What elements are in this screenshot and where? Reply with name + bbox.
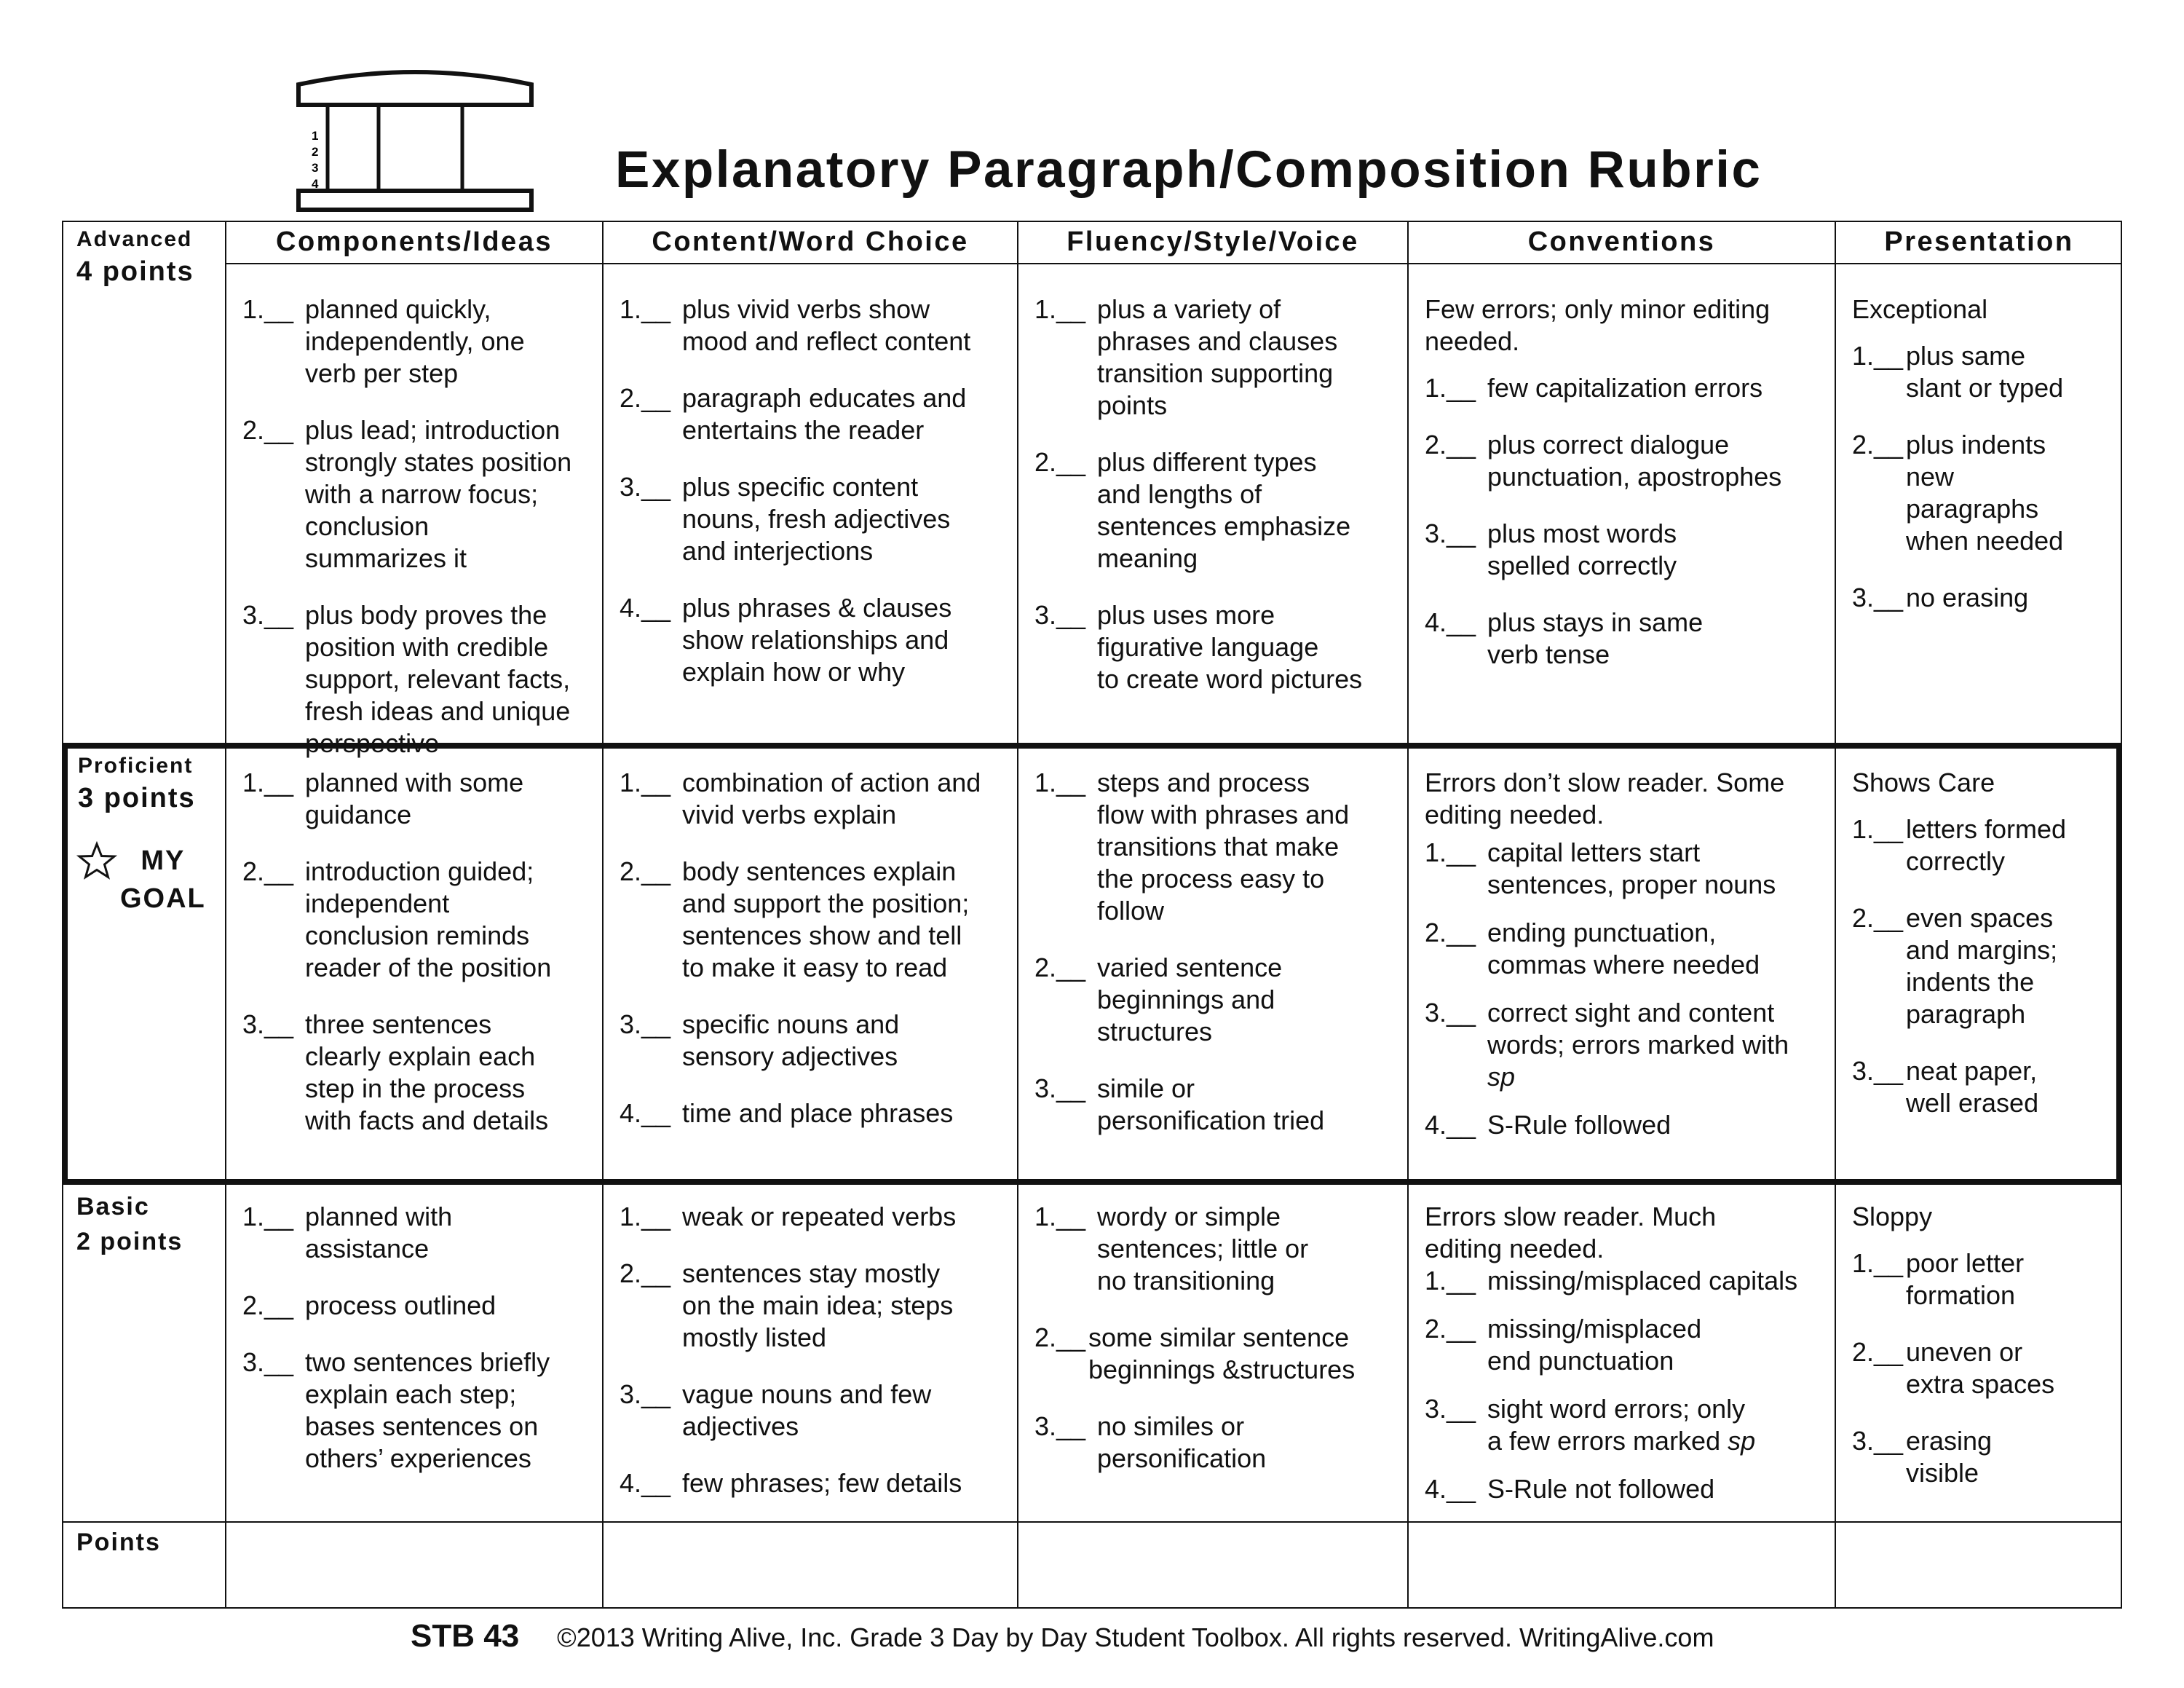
list-item: 1.__ planned quickly, independently, one verb per step bbox=[242, 294, 525, 388]
points-row-label: Points bbox=[76, 1529, 161, 1556]
level-description: Sloppy bbox=[1852, 1202, 1933, 1231]
header-components: Components/Ideas bbox=[276, 226, 553, 257]
header-content: Content/Word Choice bbox=[652, 226, 969, 257]
list-item: 2.__ some similar sentence beginnings &structures bbox=[1034, 1322, 1356, 1384]
level-points: 3 points bbox=[78, 783, 196, 813]
level-description: Few errors; only minor editing needed. bbox=[1425, 294, 1770, 356]
list-item: 1.__ planned with some guidance bbox=[242, 768, 524, 829]
footer-code: STB 43 bbox=[411, 1618, 520, 1654]
header-fluency: Fluency/Style/Voice bbox=[1067, 226, 1359, 257]
list-item: 2.__ plus correct dialogue punctuation, apostrophes bbox=[1425, 430, 1782, 492]
list-item: 1.__ planned with assistance bbox=[242, 1202, 453, 1263]
list-item: 3.__ plus uses more figurative language to create word pictures bbox=[1034, 600, 1363, 694]
list-item: 1.__ letters formed correctly bbox=[1852, 814, 2067, 876]
list-item: 1.__ plus same slant or typed bbox=[1852, 341, 2064, 403]
list-item: 4.__ few phrases; few details bbox=[620, 1468, 962, 1498]
list-item: 2.__ uneven or extra spaces bbox=[1852, 1337, 2055, 1399]
list-item: 3.__ three sentences clearly explain each step in the process with facts and details bbox=[242, 1009, 549, 1135]
list-item: 3.__ no erasing bbox=[1852, 583, 2029, 612]
list-item: 3.__ specific nouns and sensory adjectives bbox=[620, 1009, 900, 1071]
logo-number: 3 bbox=[312, 161, 319, 175]
advanced-presentation-cell bbox=[1836, 293, 2121, 743]
level-name: Proficient bbox=[78, 754, 194, 778]
list-item: 1.__ capital letters start sentences, proper nouns bbox=[1425, 837, 1776, 899]
list-item: 2.__ varied sentence beginnings and structures bbox=[1034, 953, 1283, 1046]
row-divider bbox=[62, 1521, 2122, 1523]
proficient-conventions-cell bbox=[1409, 767, 1835, 1179]
table-border-right bbox=[2121, 221, 2122, 1609]
list-item: 4.__ S-Rule followed bbox=[1425, 1110, 1671, 1140]
logo-number: 1 bbox=[312, 129, 319, 143]
basic-conventions-cell bbox=[1409, 1201, 1835, 1520]
level-points: 2 points bbox=[76, 1228, 183, 1255]
list-item: 3.__ simile or personification tried bbox=[1034, 1073, 1325, 1135]
list-item: 4.__ time and place phrases bbox=[620, 1098, 954, 1128]
star-icon bbox=[78, 842, 116, 880]
list-item: 1.__ steps and process flow with phrases and transitions that make the process easy to follow bbox=[1034, 768, 1350, 926]
list-item: 1.__ plus vivid verbs show mood and reflect content bbox=[620, 294, 971, 356]
footer bbox=[411, 1618, 1714, 1655]
list-item: 2.__ body sentences explain and support the position; sentences show and tell to make it easy to read bbox=[620, 856, 970, 982]
list-item: 2.__ plus indents new paragraphs when needed bbox=[1852, 430, 2064, 556]
logo-number: 2 bbox=[312, 145, 319, 159]
my-goal-label: MY GOAL bbox=[78, 842, 223, 918]
level-proficient bbox=[68, 749, 223, 1179]
list-item: 3.__ plus most words spelled correctly bbox=[1425, 518, 1677, 580]
list-item: 2.__ ending punctuation, commas where needed bbox=[1425, 918, 1760, 979]
header-divider bbox=[225, 263, 2122, 264]
level-description: Errors slow reader. Much editing needed. bbox=[1425, 1202, 1717, 1263]
header-conventions: Conventions bbox=[1527, 226, 1716, 257]
list-item: 1.__ missing/misplaced capitals bbox=[1425, 1266, 1798, 1295]
list-item: 1.__ weak or repeated verbs bbox=[620, 1202, 957, 1231]
proficient-content-cell bbox=[604, 767, 1017, 1179]
list-item: 3.__ vague nouns and few adjectives bbox=[620, 1379, 932, 1441]
basic-content-cell bbox=[604, 1201, 1017, 1520]
list-item: 1.__ plus a variety of phrases and clauses transition supporting points bbox=[1034, 294, 1338, 420]
list-item: 2.__ plus different types and lengths of sentences emphasize meaning bbox=[1034, 447, 1351, 573]
list-item: 3.__ erasing visible bbox=[1852, 1426, 1993, 1488]
list-item: 2.__ paragraph educates and entertains the reader bbox=[620, 383, 967, 445]
list-item: 2.__ introduction guided; independent conclusion reminds reader of the position bbox=[242, 856, 552, 982]
rubric-logo bbox=[291, 68, 539, 214]
advanced-conventions-cell bbox=[1409, 293, 1835, 743]
header-presentation: Presentation bbox=[1884, 226, 2074, 257]
list-item: 4.__ S-Rule not followed bbox=[1425, 1474, 1715, 1504]
list-item: 1.__ poor letter formation bbox=[1852, 1248, 2025, 1310]
advanced-content-cell bbox=[604, 293, 1017, 743]
list-item: 3.__ correct sight and content words; errors marked with sp bbox=[1425, 998, 1789, 1092]
level-name: Advanced bbox=[76, 227, 193, 251]
basic-components-cell bbox=[226, 1201, 602, 1520]
list-item: 3.__ plus body proves the position with credible support, relevant facts, fresh ideas and unique perspective bbox=[242, 600, 571, 758]
rubric-table bbox=[62, 221, 2122, 1609]
proficient-components-cell bbox=[226, 767, 602, 1179]
proficient-presentation-cell bbox=[1836, 767, 2121, 1179]
list-item: 3.__ plus specific content nouns, fresh adjectives and interjections bbox=[620, 472, 951, 566]
list-item: 2.__ even spaces and margins; indents the paragraph bbox=[1852, 903, 2058, 1029]
list-item: 3.__ neat paper, well erased bbox=[1852, 1056, 2039, 1118]
advanced-components-cell bbox=[226, 293, 602, 758]
level-advanced bbox=[63, 222, 225, 743]
list-item: 2.__ missing/misplaced end punctuation bbox=[1425, 1314, 1702, 1376]
level-description: Exceptional bbox=[1852, 294, 1988, 324]
footer-copyright: ©2013 Writing Alive, Inc. Grade 3 Day by Day Student Toolbox. All rights reserved. WritingAlive.com bbox=[557, 1622, 1714, 1652]
logo-number: 4 bbox=[312, 177, 319, 191]
list-item: 2.__ process outlined bbox=[242, 1290, 496, 1320]
level-points: 4 points bbox=[76, 256, 194, 287]
list-item: 1.__ few capitalization errors bbox=[1425, 373, 1763, 403]
level-description: Errors don’t slow reader. Some editing needed. bbox=[1425, 768, 1785, 829]
list-item: 4.__ plus phrases & clauses show relationships and explain how or why bbox=[620, 593, 952, 687]
list-item: 3.__ sight word errors; only a few errors marked sp bbox=[1425, 1394, 1756, 1456]
basic-presentation-cell bbox=[1836, 1201, 2121, 1520]
table-border-bottom bbox=[62, 1607, 2122, 1609]
level-basic bbox=[63, 1186, 225, 1520]
list-item: 1.__ combination of action and vivid verbs explain bbox=[620, 768, 981, 829]
list-item: 3.__ no similes or personification bbox=[1034, 1411, 1267, 1473]
advanced-fluency-cell bbox=[1018, 293, 1407, 743]
level-description: Shows Care bbox=[1852, 768, 1995, 797]
basic-fluency-cell bbox=[1018, 1201, 1407, 1520]
list-item: 2.__ sentences stay mostly on the main idea; steps mostly listed bbox=[620, 1258, 954, 1352]
proficient-fluency-cell bbox=[1018, 767, 1407, 1179]
level-name: Basic bbox=[76, 1193, 150, 1220]
list-item: 2.__ plus lead; introduction strongly states position with a narrow focus; conclusion summarizes it bbox=[242, 415, 572, 573]
list-item: 4.__ plus stays in same verb tense bbox=[1425, 607, 1704, 669]
page-title: Explanatory Paragraph/Composition Rubric bbox=[615, 141, 1762, 199]
list-item: 3.__ two sentences briefly explain each step; bases sentences on others’ experiences bbox=[242, 1347, 550, 1473]
list-item: 1.__ wordy or simple sentences; little or no transitioning bbox=[1034, 1202, 1309, 1295]
